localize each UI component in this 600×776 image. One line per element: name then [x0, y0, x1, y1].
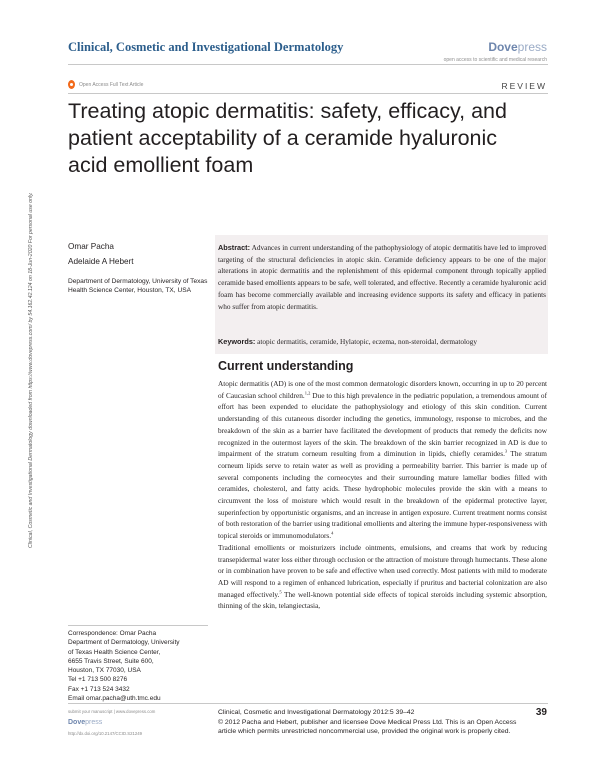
keywords-label: Keywords:: [218, 337, 256, 346]
article-title: Treating atopic dermatitis: safety, efficacy, and patient acceptability of a ceramide hyaluronic acid emollient foam: [68, 99, 507, 177]
abstract: [218, 242, 546, 312]
submit-link[interactable]: submit your manuscript | www.dovepress.com: [68, 709, 156, 714]
open-access-lock-icon: [68, 80, 75, 89]
correspondence-email[interactable]: Email omar.pacha@uth.tmc.edu: [68, 695, 161, 703]
download-note: Clinical, Cosmetic and Investigational Dermatology downloaded from https://www.dovepress.com/ by 54.162.42.124 on 18-Jun-2020 For personal use only.: [28, 192, 34, 548]
author-name: Adelaide A Hebert: [68, 257, 134, 266]
header-divider: [68, 64, 548, 65]
citation: Clinical, Cosmetic and Investigational Dermatology 2012:5 39–42: [218, 709, 415, 716]
paragraph: Traditional emollients or moisturizers include ointments, emulsions, and creams that work by reducing transepidermal water loss either through occlusion or the attraction of moisture through humectants. These alone or in combination have proven to be safe and effective when used correctly. Most patients with mild to moderate AD will respond to a regimen of enhanced lubrication, especially if pruritus and bacterial colonization are also managed effectively.$^5$ The well-known potential side effects of topical steroids including systemic absorption, thinning of the skin, telangiectasia,: [218, 542, 547, 611]
page-number: 39: [535, 707, 547, 718]
correspondence: [68, 629, 208, 703]
open-access-label: Open Access Full Text Article: [79, 81, 144, 88]
correspondence-line: Correspondence: Omar Pacha: [68, 630, 157, 637]
journal-title: Clinical, Cosmetic and Investigational Dermatology: [68, 40, 344, 54]
correspondence-line: of Texas Health Science Center,: [68, 648, 161, 656]
publisher-tagline: open access to scientific and medical research: [443, 57, 547, 63]
correspondence-line: Tel +1 713 500 8276: [68, 676, 128, 684]
author-list: [68, 239, 134, 269]
correspondence-line: Fax +1 713 524 3432: [68, 685, 130, 693]
abstract-label: Abstract:: [218, 243, 251, 252]
correspondence-line: Houston, TX 77030, USA: [68, 667, 141, 675]
keywords: [218, 336, 546, 347]
abstract-text: Advances in current understanding of the pathophysiology of atopic dermatitis have led to improved targeting of the structural deficiencies in atopic skin. Ceramide deficiency appears to be one of the major alterations in atopic dermatitis and the replenishment of this epidermal component through topically applied ceramide based emollients appears to be safe, well tolerated, and effective. Recently a ceramide hyaluronic acid foam has become commercially available and increasing evidence supports its safety and efficacy in patients who suffer from atopic dermatitis.: [218, 243, 547, 311]
author-name: Omar Pacha: [68, 242, 114, 251]
keywords-text: atopic dermatitis, ceramide, Hylatopic, eczema, non-steroidal, dermatology: [257, 337, 477, 346]
paragraph: Atopic dermatitis (AD) is one of the most common dermatologic disorders known, occurring in up to 20 percent of Caucasian school children.$^{1,2}$ Due to this high prevalence in the pediatric population, a tremendous amount of effort has been expended to elucidate the pathophysiology and etiology of this skin condition. Current understanding of this cutaneous disorder including the genetics, immunology, response to microbes, and the breakdown of the skin as a barrier have facilitated the development of products that remedy the deficits now recognized in the outermost layers of the skin. The breakdown of the skin barrier recognized in AD is due to impairment of the stratum corneum resulting from a diminution in lipids, chiefly ceramides.$^3$ The stratum corneum lipids serve to retain water as well as providing a permeability barrier. This barrier is made up of several components including the corneocytes and their surrounding mature lamellar bodies filled with ceramides, cholesterol, and fatty acids. These hydrophobic molecules provide the skin with a means to circumvent the loss of moisture which would result in the breakdown of the epidermal protective layer, superinfection by opportunistic organisms, and an increase in antigen exposure. Current treatment norms consist of both restoration of the barrier using traditional emollients and altering the immune hyper-responsiveness with topical steroids or immunomodulators.$^4$: [218, 379, 547, 541]
correspondence-line: Department of Dermatology, University: [68, 639, 180, 647]
doi-link[interactable]: http://dx.doi.org/10.2147/CCID.S21249: [68, 731, 143, 736]
article-type: REVIEW: [501, 81, 547, 91]
title-divider: [68, 93, 548, 94]
citation-block: [218, 708, 518, 737]
open-access-line: [68, 80, 143, 89]
correspondence-line: 6655 Travis Street, Suite 600,: [68, 657, 154, 665]
copyright: © 2012 Pacha and Hebert, publisher and licensee Dove Medical Press Ltd. This is an Open Access article which permits unrestricted noncommercial use, provided the original work is properly cited.: [218, 718, 517, 735]
footer-divider: [68, 703, 548, 704]
correspondence-divider: [68, 625, 208, 626]
footer-logo: Dovepress: [68, 719, 103, 726]
section-heading: Current understanding: [218, 359, 354, 373]
body-text: [218, 378, 547, 612]
publisher-logo: Dovepress: [488, 40, 547, 54]
affiliation: Department of Dermatology, University of Texas Health Science Center, Houston, TX, USA: [68, 278, 208, 294]
